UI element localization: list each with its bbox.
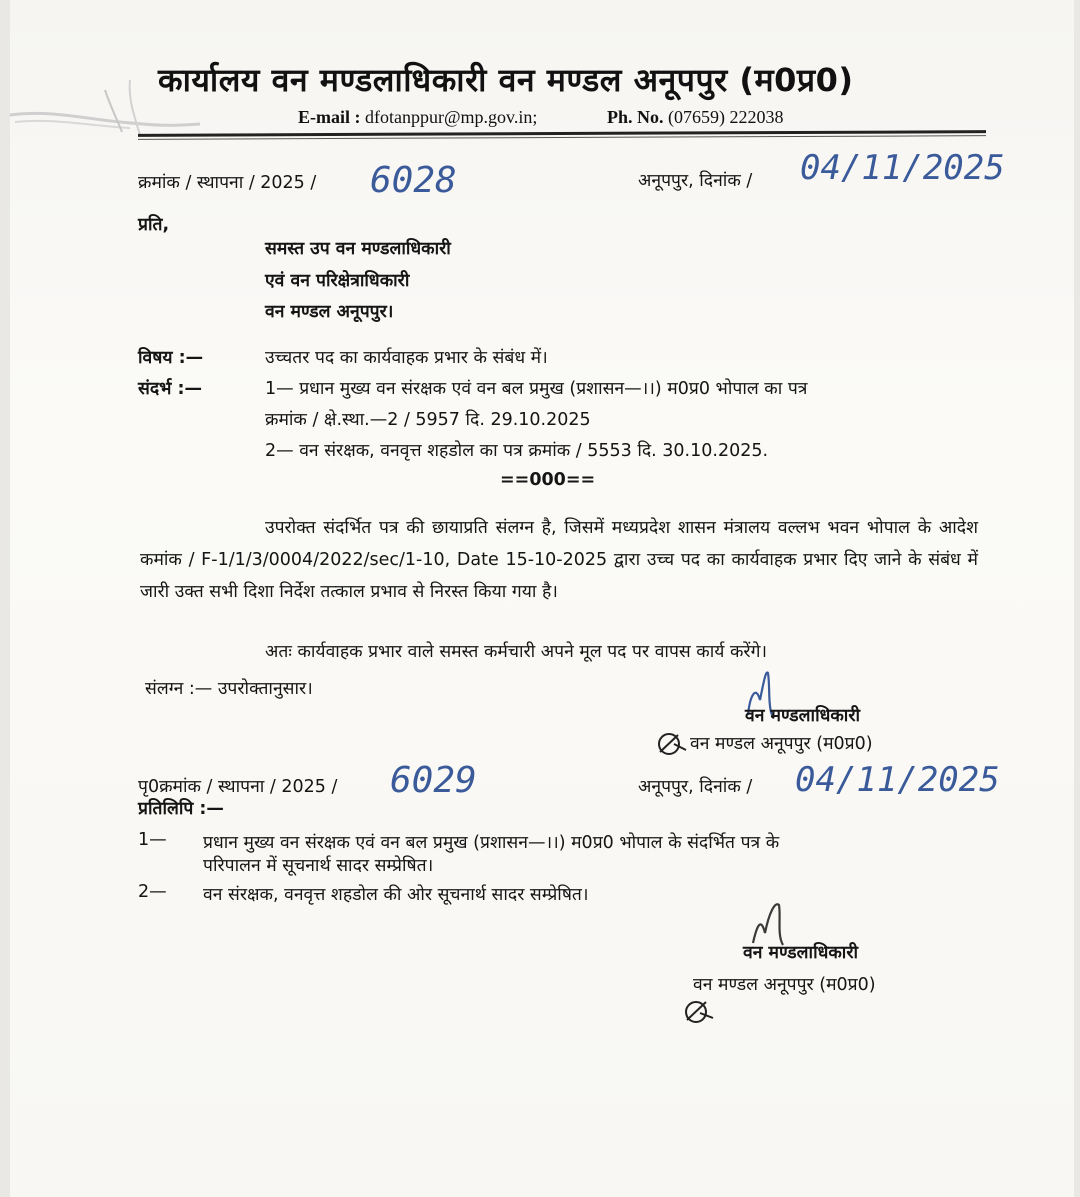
copy-ref-label: पृ0क्रमांक / स्थापना / 2025 / xyxy=(138,777,338,797)
initials-mark-1 xyxy=(656,730,690,758)
body-paragraph-1 xyxy=(140,512,978,608)
signature-2-office: वन मण्डल अनूपपुर (म0प्र0) xyxy=(693,975,876,995)
letter-date: 04/11/2025 xyxy=(800,148,1005,188)
copy-place-date-label: अनूपपुर, दिनांक / xyxy=(638,777,753,797)
copy-label: प्रतिलिपि :— xyxy=(138,799,224,819)
copy-date: 04/11/2025 xyxy=(795,760,1000,800)
recipient-line-2: एवं वन परिक्षेत्राधिकारी xyxy=(265,271,410,291)
copy-item-1-line-2: परिपालन में सूचनार्थ सादर सम्प्रेषित। xyxy=(203,856,434,876)
to-label: प्रति, xyxy=(138,215,170,235)
initials-mark-2 xyxy=(682,998,716,1026)
recipient-line-3: वन मण्डल अनूपपुर। xyxy=(265,302,394,322)
signature-1-title: वन मण्डलाधिकारी xyxy=(745,706,861,726)
subject-label: विषय :— xyxy=(138,348,204,368)
body-paragraph-1-text: उपरोक्त संदर्भित पत्र की छायाप्रति संलग्न है, जिसमें मध्यप्रदेश शासन मंत्रालय वल्लभ भवन भोपाल के आदेश कमांक / F-1/1/3/0004/2022/sec/1-10, Date 15-10-2025 द्वारा उच्च पद का कार्यवाहक प्रभार दिए जाने के संबंध में जारी उक्त सभी दिशा निर्देश तत्काल प्रभाव से निरस्त किया गया है। xyxy=(140,518,978,602)
phone-line xyxy=(607,107,784,128)
letter-page xyxy=(10,0,1074,1197)
signature-2-title: वन मण्डलाधिकारी xyxy=(743,943,859,963)
copy-ref-number: 6029 xyxy=(390,760,477,801)
signature-1-office: वन मण्डल अनूपपुर (म0प्र0) xyxy=(690,734,873,754)
letter-ref-number: 6028 xyxy=(370,160,457,201)
enclosure: संलग्न :— उपरोक्तानुसार। xyxy=(145,679,313,699)
separator: ==000== xyxy=(500,470,596,490)
email-line xyxy=(298,107,537,128)
phone-value: (07659) 222038 xyxy=(668,107,784,127)
letter-place-date-label: अनूपपुर, दिनांक / xyxy=(638,171,753,191)
reference-2: 2— वन संरक्षक, वनवृत्त शहडोल का पत्र क्रमांक / 5553 दि. 30.10.2025. xyxy=(265,441,769,461)
office-title: कार्यालय वन मण्डलाधिकारी वन मण्डल अनूपपुर (म0प्र0) xyxy=(158,61,854,99)
email-label: E-mail : xyxy=(298,107,361,127)
email-value: dfotanppur@mp.gov.in; xyxy=(365,107,538,127)
copy-item-2-number: 2— xyxy=(138,882,167,902)
phone-label: Ph. No. xyxy=(607,107,664,127)
reference-1-line-1: 1— प्रधान मुख्य वन संरक्षक एवं वन बल प्रमुख (प्रशासन—।।) म0प्र0 भोपाल का पत्र xyxy=(265,379,808,399)
copy-item-1-number: 1— xyxy=(138,830,167,850)
body-paragraph-2: अतः कार्यवाहक प्रभार वाले समस्त कर्मचारी अपने मूल पद पर वापस कार्य करेंगे। xyxy=(265,642,768,662)
reference-1-line-2: क्रमांक / क्षे.स्था.—2 / 5957 दि. 29.10.2025 xyxy=(265,410,591,430)
reference-label: संदर्भ :— xyxy=(138,379,203,399)
recipient-line-1: समस्त उप वन मण्डलाधिकारी xyxy=(265,239,451,259)
copy-item-2-line-1: वन संरक्षक, वनवृत्त शहडोल की ओर सूचनार्थ सादर सम्प्रेषित। xyxy=(203,885,589,905)
copy-item-1-line-1: प्रधान मुख्य वन संरक्षक एवं वन बल प्रमुख (प्रशासन—।।) म0प्र0 भोपाल के संदर्भित पत्र के xyxy=(203,833,780,853)
subject-text: उच्चतर पद का कार्यवाहक प्रभार के संबंध में। xyxy=(265,348,548,368)
letter-ref-label: क्रमांक / स्थापना / 2025 / xyxy=(138,173,317,193)
